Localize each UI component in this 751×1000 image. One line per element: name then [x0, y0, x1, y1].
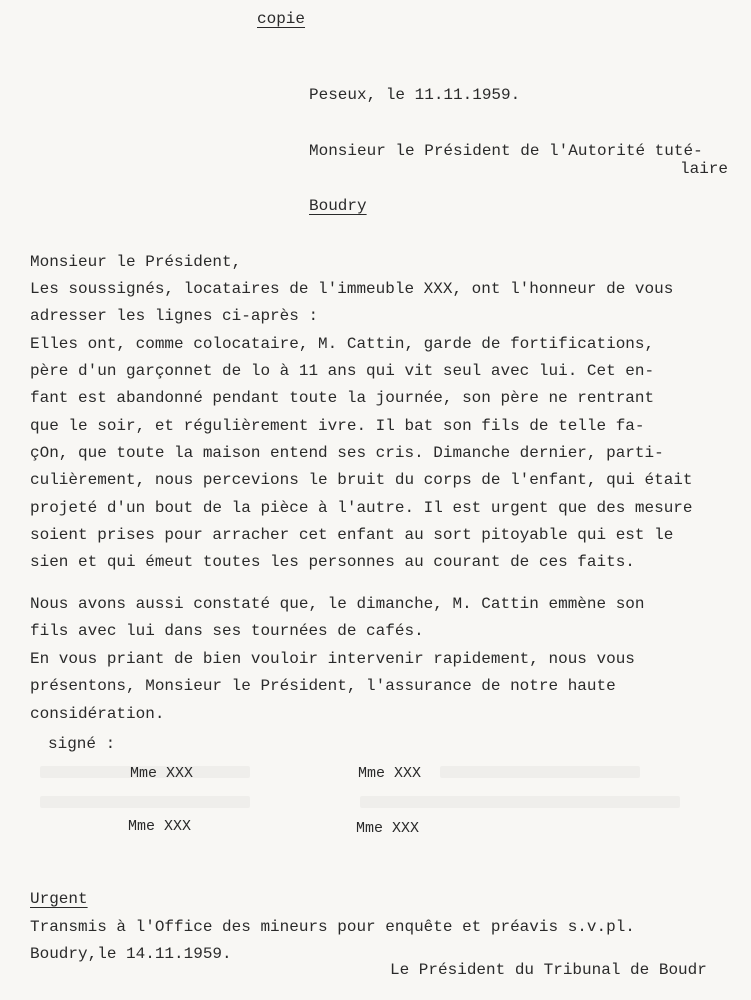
copy-label: copie	[257, 10, 306, 28]
paragraph-line: père d'un garçonnet de lo à 11 ans qui vit seul avec lui. Cet en-	[30, 362, 655, 380]
paragraph-line: projeté d'un bout de la pièce à l'autre. Il est urgent que des mesure	[30, 499, 693, 517]
recipient-line-1: Monsieur le Président de l'Autorité tuté-	[309, 142, 703, 160]
faded-text-mark	[40, 796, 250, 808]
faded-text-mark	[440, 766, 640, 778]
signatory-name: Mme XXX	[356, 820, 420, 837]
paragraph-line: présentons, Monsieur le Président, l'assurance de notre haute	[30, 677, 616, 695]
paragraph-line: Nous avons aussi constaté que, le dimanche, M. Cattin emmène son	[30, 595, 645, 613]
signatory-name: Mme XXX	[128, 818, 192, 835]
paragraph-line: Les soussignés, locataires de l'immeuble XXX, ont l'honneur de vous	[30, 280, 674, 298]
paragraph-line: culièrement, nous percevions le bruit du corps de l'enfant, qui était	[30, 471, 693, 489]
recipient-line-2: laire	[680, 160, 729, 178]
signature-label: signé :	[48, 735, 116, 753]
signatory-name: Mme XXX	[130, 765, 194, 782]
paragraph-line: adresser les lignes ci-après :	[30, 307, 319, 325]
letter-date: Peseux, le 11.11.1959.	[309, 86, 521, 104]
paragraph-line: considération.	[30, 705, 165, 723]
paragraph-line: Elles ont, comme colocataire, M. Cattin, garde de fortifications,	[30, 335, 655, 353]
paragraph-line: fant est abandonné pendant toute la journée, son père ne rentrant	[30, 389, 655, 407]
paragraph-line: que le soir, et régulièrement ivre. Il bat son fils de telle fa-	[30, 417, 645, 435]
paragraph-line: fils avec lui dans ses tournées de cafés.	[30, 622, 424, 640]
president-signature: Le Président du Tribunal de Boudr	[390, 961, 707, 979]
signatory-name: Mme XXX	[358, 765, 422, 782]
recipient-place: Boudry	[309, 197, 367, 215]
urgent-label: Urgent	[30, 890, 88, 908]
paragraph-line: En vous priant de bien vouloir intervenir rapidement, nous vous	[30, 650, 635, 668]
paragraph-line: çOn, que toute la maison entend ses cris. Dimanche dernier, parti-	[30, 444, 664, 462]
paragraph-line: soient prises pour arracher cet enfant au sort pitoyable qui est le	[30, 526, 674, 544]
transmittal-date: Boudry,le 14.11.1959.	[30, 945, 232, 963]
faded-text-mark	[360, 796, 680, 808]
transmittal-note: Transmis à l'Office des mineurs pour enquête et préavis s.v.pl.	[30, 918, 635, 936]
paragraph-line: sien et qui émeut toutes les personnes au courant de ces faits.	[30, 553, 635, 571]
salutation: Monsieur le Président,	[30, 253, 242, 271]
